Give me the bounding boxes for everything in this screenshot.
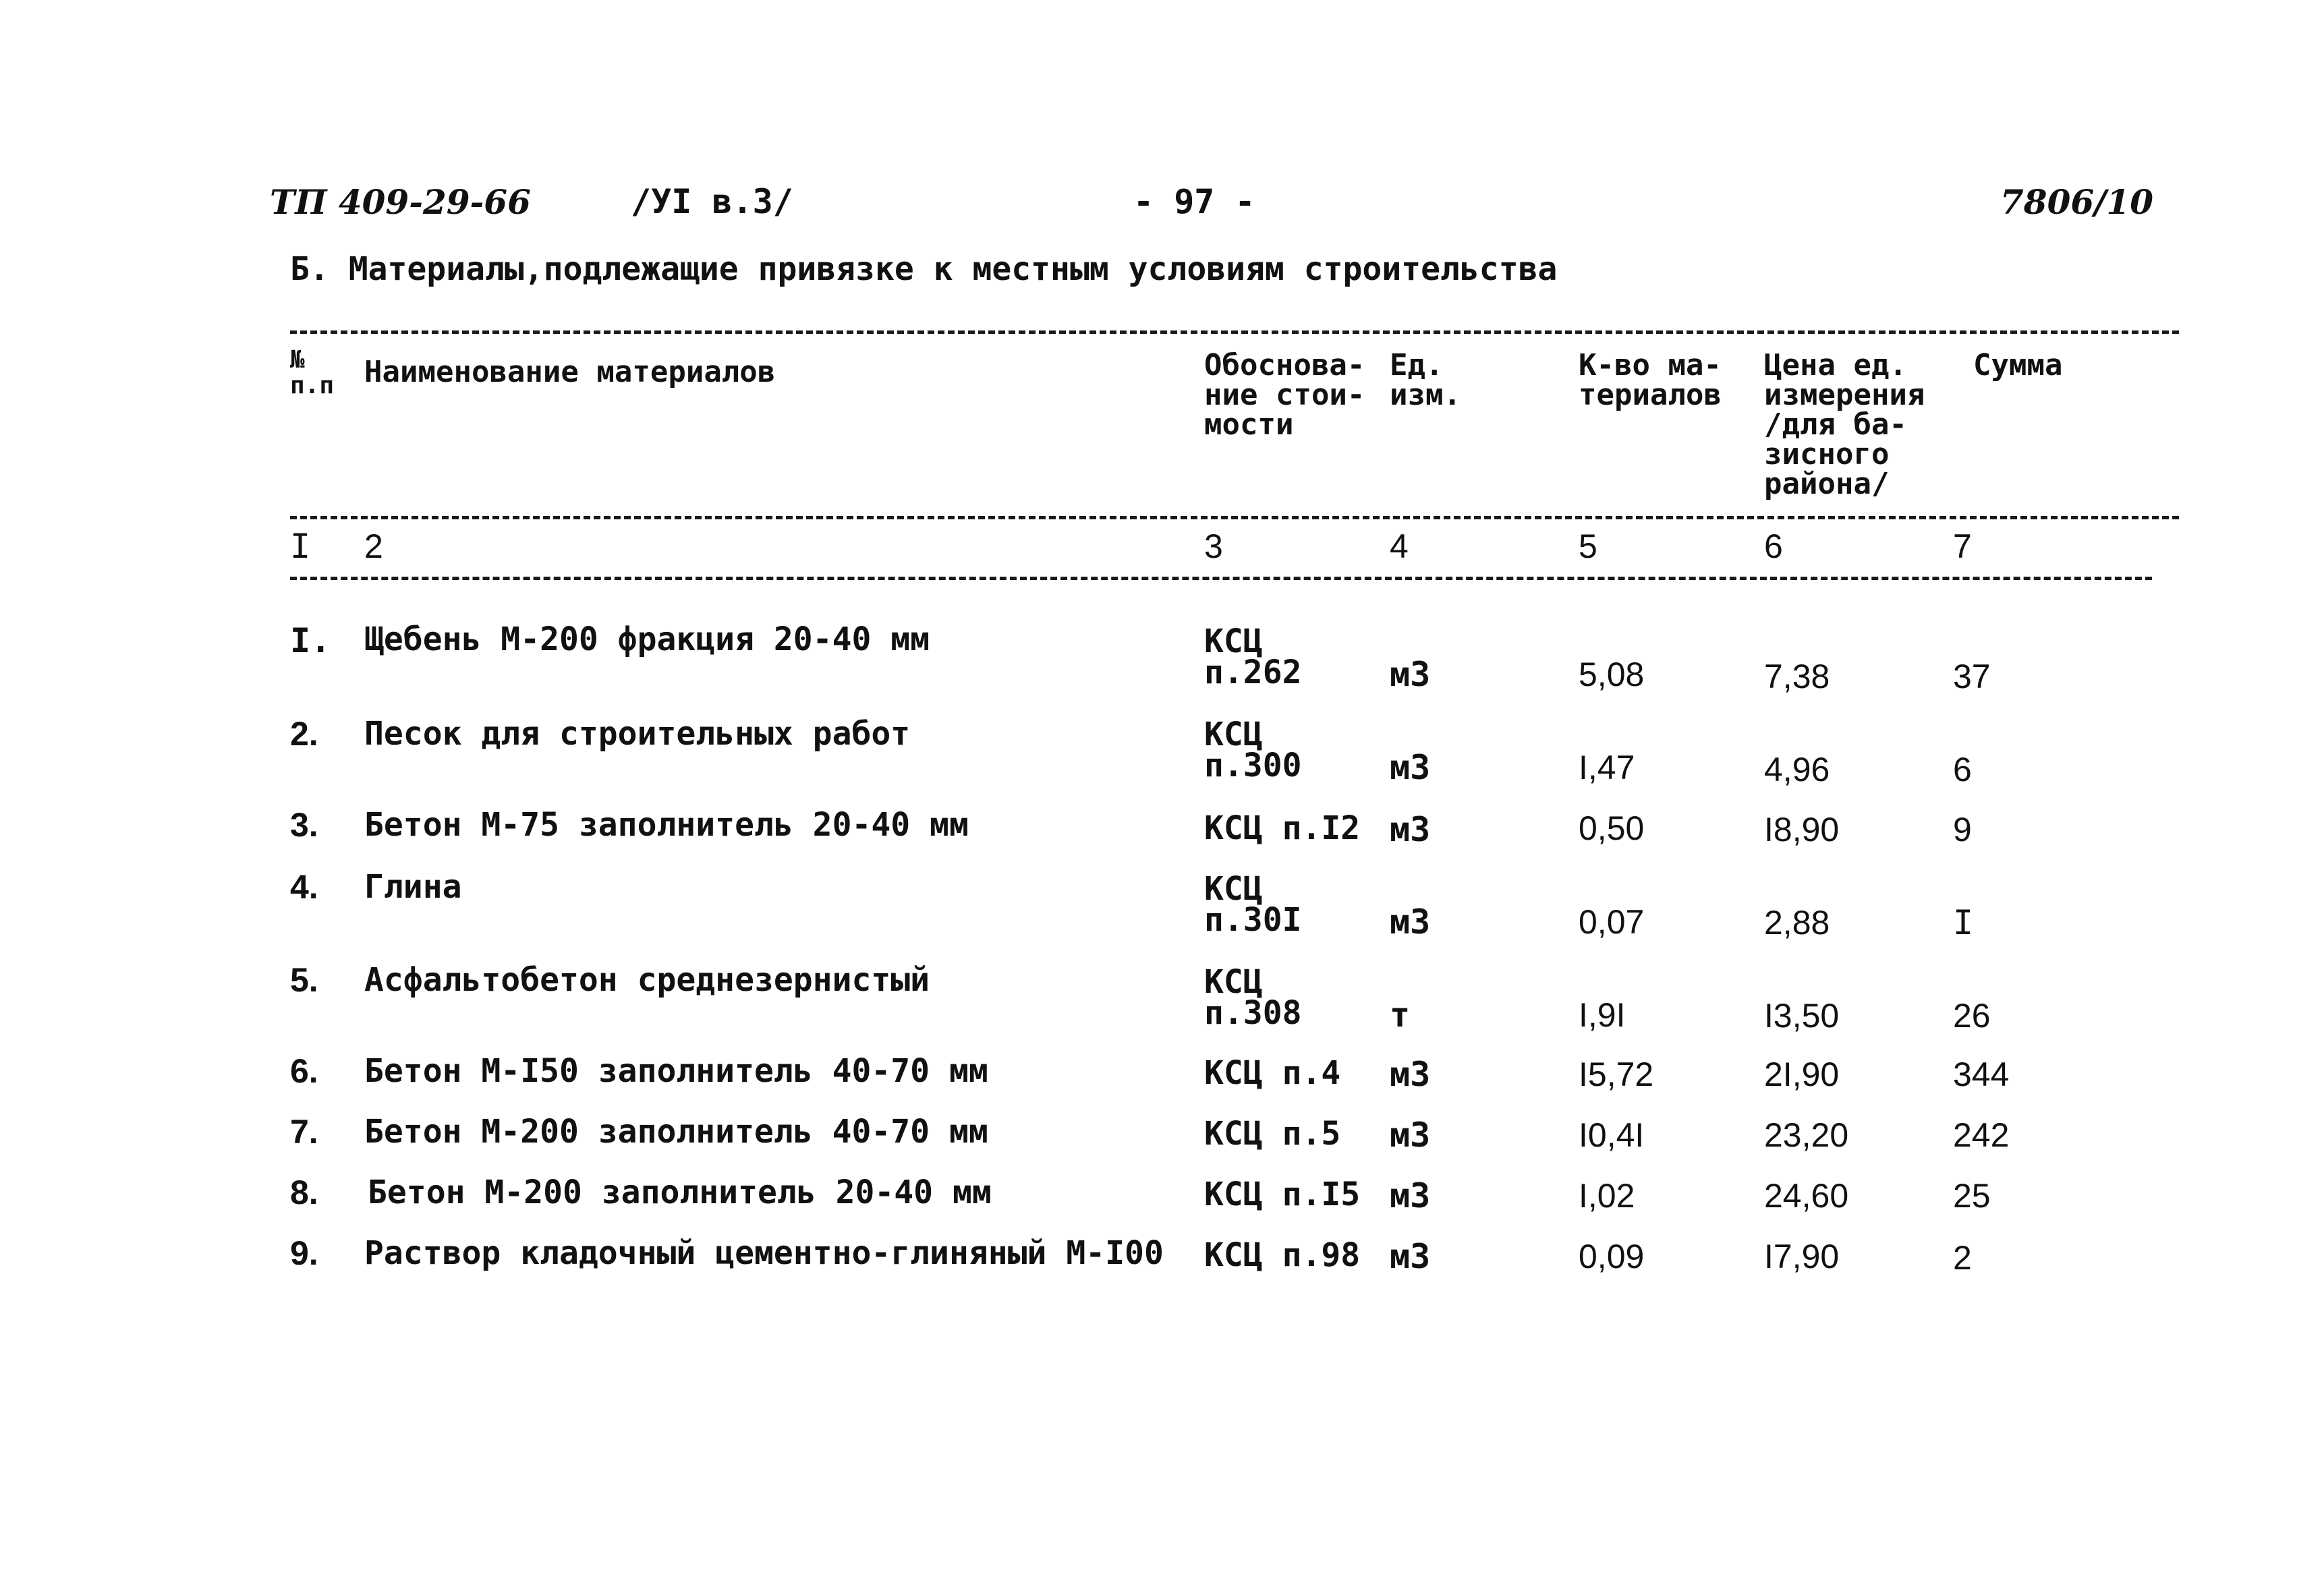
row-number: 2. bbox=[290, 715, 318, 753]
cost-basis: КСЦ п.98 bbox=[1204, 1236, 1361, 1274]
unit: т bbox=[1390, 996, 1411, 1035]
volume-label: /УI в.3/ bbox=[631, 182, 793, 221]
unit: м3 bbox=[1390, 748, 1431, 787]
material-name: Бетон М-200 заполнитель 40-70 мм bbox=[364, 1113, 988, 1151]
column-header-number: № п.п bbox=[290, 346, 335, 399]
column-number: 7 bbox=[1953, 527, 1972, 565]
row-number: 8. bbox=[290, 1174, 318, 1211]
quantity: I,47 bbox=[1579, 749, 1635, 786]
column-header-name: Наименование материалов bbox=[364, 355, 776, 389]
unit: м3 bbox=[1390, 655, 1431, 694]
unit: м3 bbox=[1390, 1237, 1431, 1276]
column-number: 5 bbox=[1579, 527, 1597, 565]
column-number: I bbox=[290, 527, 311, 566]
unit: м3 bbox=[1390, 810, 1431, 849]
cost-basis: КСЦ п.5 bbox=[1204, 1115, 1341, 1153]
column-number: 6 bbox=[1764, 527, 1783, 565]
sum: 2 bbox=[1953, 1239, 1972, 1277]
column-number: 3 bbox=[1204, 527, 1223, 565]
sheet-number: 7806/10 bbox=[2000, 182, 2154, 222]
row-number: 9. bbox=[290, 1234, 318, 1272]
quantity: 0,09 bbox=[1579, 1238, 1645, 1275]
cost-basis: КСЦ п.I2 bbox=[1204, 809, 1361, 847]
unit: м3 bbox=[1390, 1176, 1431, 1215]
quantity: 5,08 bbox=[1579, 656, 1645, 693]
unit: м3 bbox=[1390, 1116, 1431, 1155]
unit-price: 2,88 bbox=[1764, 904, 1830, 942]
column-header-basis: Обоснова- ние стои- мости bbox=[1204, 348, 1365, 442]
unit-price: 24,60 bbox=[1764, 1177, 1849, 1215]
column-number: 4 bbox=[1390, 527, 1409, 565]
cost-basis: КСЦ п.308 bbox=[1204, 963, 1302, 1032]
unit: м3 bbox=[1390, 1055, 1431, 1094]
quantity: 0,50 bbox=[1579, 809, 1645, 847]
quantity: I,9I bbox=[1579, 996, 1626, 1034]
unit-price: 4,96 bbox=[1764, 751, 1830, 788]
column-numbers-rule bbox=[290, 577, 2152, 580]
quantity: I0,4I bbox=[1579, 1116, 1645, 1154]
table-top-rule bbox=[290, 330, 2179, 334]
sum: 242 bbox=[1953, 1116, 2010, 1154]
row-number: I. bbox=[290, 621, 331, 660]
quantity: 0,07 bbox=[1579, 903, 1645, 941]
row-number: 3. bbox=[290, 806, 318, 844]
sum: 25 bbox=[1953, 1177, 1991, 1215]
unit-price: I7,90 bbox=[1764, 1238, 1840, 1275]
row-number: 5. bbox=[290, 961, 318, 999]
material-name: Бетон М-200 заполнитель 20-40 мм bbox=[368, 1174, 992, 1211]
material-name: Песок для строительных работ bbox=[364, 715, 911, 753]
column-header-price: Цена ед. измерения /для ба- зисного района/ bbox=[1764, 348, 1925, 501]
unit: м3 bbox=[1390, 902, 1431, 942]
quantity: I5,72 bbox=[1579, 1056, 1654, 1093]
sum: I bbox=[1953, 903, 1974, 942]
cost-basis: КСЦ п.262 bbox=[1204, 623, 1302, 691]
column-header-unit: Ед. изм. bbox=[1390, 348, 1461, 412]
unit-price: I3,50 bbox=[1764, 997, 1840, 1035]
row-number: 6. bbox=[290, 1052, 318, 1090]
material-name: Раствор кладочный цементно-глиняный М-I00 bbox=[364, 1234, 1164, 1272]
sum: 26 bbox=[1953, 997, 1991, 1035]
column-header-quantity: К-во ма- териалов bbox=[1579, 348, 1722, 412]
material-name: Асфальтобетон среднезернистый bbox=[364, 961, 930, 999]
cost-basis: КСЦ п.300 bbox=[1204, 716, 1302, 784]
sum: 6 bbox=[1953, 751, 1972, 788]
column-number: 2 bbox=[364, 527, 383, 565]
material-name: Бетон М-I50 заполнитель 40-70 мм bbox=[364, 1052, 988, 1090]
material-name: Бетон М-75 заполнитель 20-40 мм bbox=[364, 806, 969, 844]
column-header-sum: Сумма bbox=[1973, 348, 2063, 382]
material-name: Щебень М-200 фракция 20-40 мм bbox=[364, 621, 930, 658]
cost-basis: КСЦ п.4 bbox=[1204, 1054, 1341, 1092]
row-number: 7. bbox=[290, 1113, 318, 1151]
sum: 9 bbox=[1953, 811, 1972, 848]
cost-basis: КСЦ п.30I bbox=[1204, 870, 1302, 939]
unit-price: 7,38 bbox=[1764, 658, 1830, 695]
unit-price: 2I,90 bbox=[1764, 1056, 1840, 1093]
header-bottom-rule bbox=[290, 516, 2179, 519]
section-title: Б. Материалы,подлежащие привязке к местным условиям строительства bbox=[290, 250, 1558, 288]
material-name: Глина bbox=[364, 868, 462, 906]
document-code: ТП 409-29-66 bbox=[270, 182, 531, 222]
cost-basis: КСЦ п.I5 bbox=[1204, 1176, 1361, 1213]
unit-price: 23,20 bbox=[1764, 1116, 1849, 1154]
sum: 344 bbox=[1953, 1056, 2010, 1093]
unit-price: I8,90 bbox=[1764, 811, 1840, 848]
row-number: 4. bbox=[290, 868, 318, 906]
quantity: I,02 bbox=[1579, 1177, 1635, 1215]
sum: 37 bbox=[1953, 658, 1991, 695]
page-number: - 97 - bbox=[1133, 182, 1255, 221]
